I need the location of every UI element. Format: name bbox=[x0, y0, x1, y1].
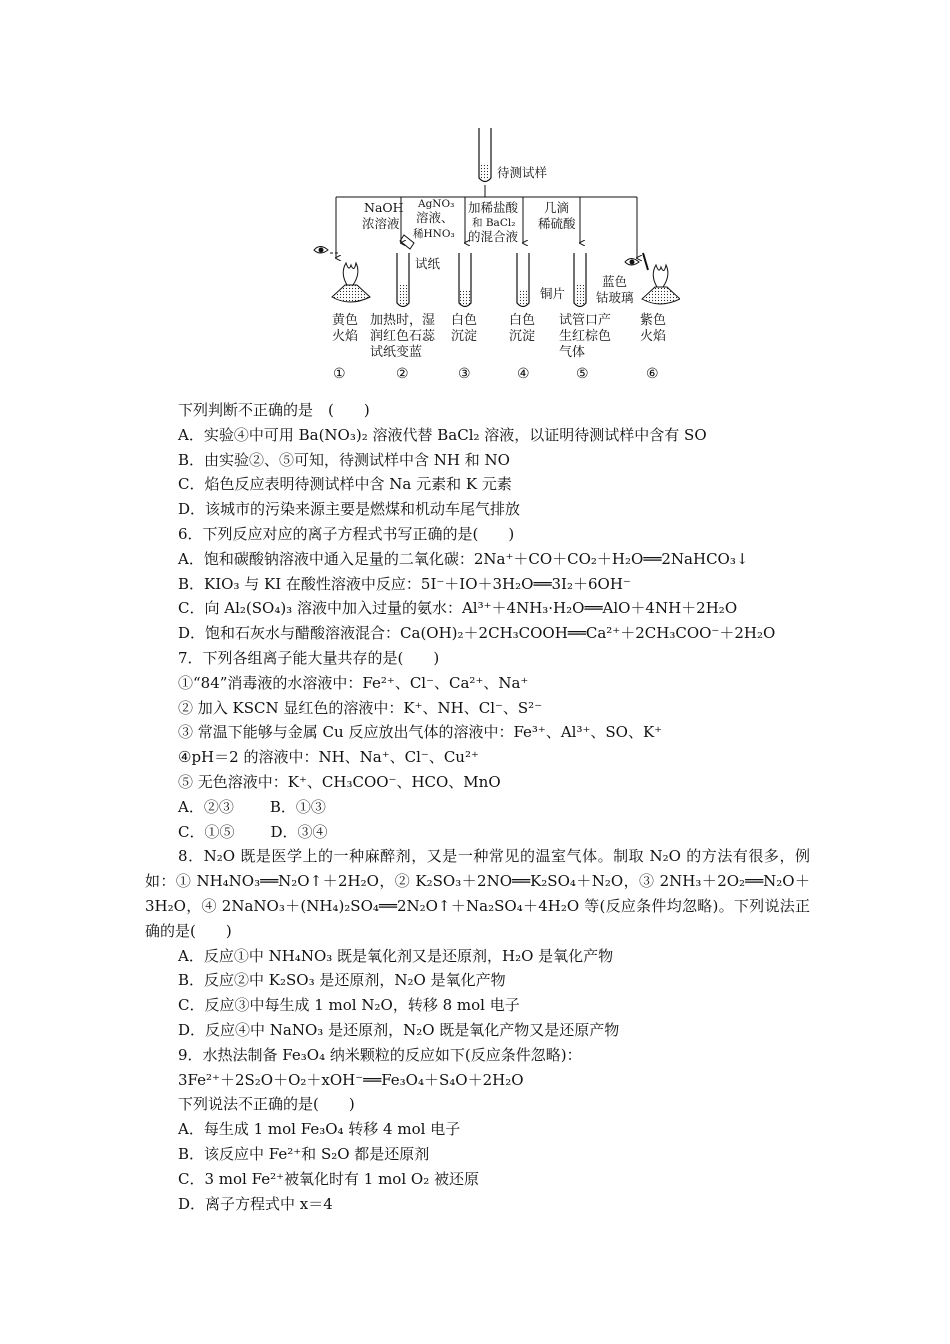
question-9 bbox=[145, 1043, 810, 1217]
statement-5: ⑤ 无色溶液中：K⁺、CH₃COO⁻、HCO、MnO bbox=[178, 772, 501, 791]
svg-text:沉淀: 沉淀 bbox=[509, 329, 536, 344]
experiment-number: ④ bbox=[517, 366, 530, 382]
svg-text:生红棕色: 生红棕色 bbox=[559, 329, 612, 344]
option-a: A．实验④中可用 Ba(NO₃)₂ 溶液代替 BaCl₂ 溶液，以证明待测试样中含有 SO bbox=[178, 425, 707, 444]
option-c: C．焰色反应表明待测试样中含 Na 元素和 K 元素 bbox=[178, 475, 512, 494]
svg-text:钴玻璃: 钴玻璃 bbox=[596, 290, 634, 305]
option-b: B．KIO₃ 与 KI 在酸性溶液中反应：5I⁻＋IO＋3H₂O══3I₂＋6OH⁻ bbox=[178, 574, 631, 593]
svg-text:试纸变蓝: 试纸变蓝 bbox=[370, 345, 423, 360]
option-d: D．离子方程式中 x＝4 bbox=[178, 1194, 333, 1213]
experiment-number: ⑥ bbox=[646, 366, 659, 382]
svg-text:NaOH: NaOH bbox=[364, 200, 404, 215]
test-tube-2 bbox=[397, 235, 414, 307]
option-a: A．②③ bbox=[178, 797, 234, 816]
svg-text:加稀盐酸: 加稀盐酸 bbox=[468, 200, 519, 215]
option-b: B．由实验②、⑤可知，待测试样中含 NH 和 NO bbox=[178, 450, 510, 469]
svg-text:白色: 白色 bbox=[451, 313, 478, 328]
svg-text:稀硫酸: 稀硫酸 bbox=[538, 216, 576, 231]
reaction-equation: 3Fe²⁺＋2S₂O＋O₂＋xOH⁻══Fe₃O₄＋S₄O＋2H₂O bbox=[178, 1070, 524, 1089]
test-tube-5 bbox=[574, 253, 586, 307]
statement-3: ③ 常温下能够与金属 Cu 反应放出气体的溶液中：Fe³⁺、Al³⁺、SO、K⁺ bbox=[178, 723, 663, 742]
observation-6 bbox=[640, 312, 666, 344]
svg-text:浓溶液: 浓溶液 bbox=[362, 216, 400, 231]
test-tube-3 bbox=[459, 253, 471, 307]
svg-text:稀HNO₃: 稀HNO₃ bbox=[413, 228, 455, 240]
svg-text:紫色: 紫色 bbox=[640, 313, 667, 328]
option-c: C．向 Al₂(SO₄)₃ 溶液中加入过量的氨水：Al³⁺＋4NH₃·H₂O══AlO＋4NH＋2H₂O bbox=[178, 599, 738, 618]
question-8 bbox=[145, 844, 810, 1042]
question-stem: 下列判断不正确的是 ( ) bbox=[178, 401, 370, 419]
paper-label: 试纸 bbox=[415, 256, 441, 271]
question-stem: 6．下列反应对应的离子方程式书写正确的是( ) bbox=[178, 524, 515, 543]
reagent-h2so4 bbox=[538, 200, 576, 231]
statement-4: ④pH＝2 的溶液中：NH、Na⁺、Cl⁻、Cu²⁺ bbox=[178, 748, 479, 767]
svg-text:AgNO₃: AgNO₃ bbox=[418, 198, 455, 210]
question-7 bbox=[145, 646, 810, 844]
svg-text:沉淀: 沉淀 bbox=[451, 329, 478, 344]
question-6 bbox=[145, 522, 810, 646]
svg-text:的混合液: 的混合液 bbox=[468, 229, 519, 244]
observation-3 bbox=[451, 313, 477, 344]
svg-text:白色: 白色 bbox=[509, 313, 536, 328]
option-d: D．③④ bbox=[270, 822, 328, 841]
experiment-number: ② bbox=[396, 366, 409, 382]
svg-text:润红色石蕊: 润红色石蕊 bbox=[370, 329, 436, 344]
option-a: A．反应①中 NH₄NO₃ 既是氧化剂又是还原剂，H₂O 是氧化产物 bbox=[178, 946, 614, 965]
sample-label: 待测试样 bbox=[497, 165, 548, 180]
test-tube-4 bbox=[517, 253, 529, 307]
option-c: C．反应③中每生成 1 mol N₂O，转移 8 mol 电子 bbox=[178, 996, 520, 1015]
experiment-diagram bbox=[300, 125, 680, 385]
svg-text:气体: 气体 bbox=[559, 345, 586, 360]
svg-text:和 BaCl₂: 和 BaCl₂ bbox=[472, 217, 516, 229]
reagent-hcl-bacl2 bbox=[468, 200, 519, 244]
svg-text:几滴: 几滴 bbox=[544, 200, 570, 215]
svg-text:蓝色: 蓝色 bbox=[602, 274, 628, 289]
svg-text:溶液、: 溶液、 bbox=[416, 210, 454, 225]
flame-apparatus-1 bbox=[314, 247, 370, 303]
svg-text:火焰: 火焰 bbox=[332, 329, 359, 344]
question-stem: 8．N₂O 既是医学上的一种麻醉剂，又是一种常见的温室气体。制取 N₂O 的方法有很多，例如：① NH₄NO₃══N₂O↑＋2H₂O，② K₂SO₃＋2NO══K₂SO₄＋N₂O，③ 2NH₃＋2O₂══N₂O＋3H₂O，④ 2NaNO₃＋(NH₄)₂SO₄══2N₂O↑＋Na₂SO₄＋4H₂O 等(反应条件均忽略)。下列说法正确的是( ) bbox=[145, 847, 810, 940]
reagent-agno3 bbox=[413, 198, 455, 240]
option-c: C．①⑤ bbox=[178, 822, 235, 841]
experiment-number: ① bbox=[333, 366, 346, 382]
experiment-numbers bbox=[333, 366, 659, 382]
observation-5 bbox=[559, 312, 611, 360]
option-d: D．该城市的污染来源主要是燃煤和机动车尾气排放 bbox=[178, 500, 521, 519]
question-stem: 7．下列各组离子能大量共存的是( ) bbox=[178, 648, 440, 667]
statement-1: ①“84”消毒液的水溶液中：Fe²⁺、Cl⁻、Ca²⁺、Na⁺ bbox=[178, 673, 529, 692]
question-5 bbox=[145, 398, 810, 522]
options-row-1 bbox=[145, 795, 810, 820]
svg-text:加热时，湿: 加热时，湿 bbox=[370, 313, 436, 328]
sample-test-tube bbox=[479, 128, 491, 182]
svg-text:试管口产: 试管口产 bbox=[559, 313, 612, 328]
copper-label: 铜片 bbox=[540, 286, 566, 301]
reagent-naoh bbox=[362, 200, 404, 231]
svg-text:黄色: 黄色 bbox=[332, 313, 359, 328]
question-sub-stem: 下列说法不正确的是( ) bbox=[178, 1095, 355, 1114]
option-c: C．3 mol Fe²⁺被氧化时有 1 mol O₂ 被还原 bbox=[178, 1169, 479, 1188]
option-a: A．饱和碳酸钠溶液中通入足量的二氧化碳：2Na⁺＋CO＋CO₂＋H₂O══2NaHCO₃↓ bbox=[178, 549, 749, 568]
option-b: B．①③ bbox=[269, 797, 326, 816]
question-content bbox=[145, 398, 810, 1216]
options-row-2 bbox=[145, 820, 810, 845]
observation-2 bbox=[370, 312, 436, 360]
question-stem: 9．水热法制备 Fe₃O₄ 纳米颗粒的反应如下(反应条件忽略)： bbox=[178, 1045, 582, 1064]
option-a: A．每生成 1 mol Fe₃O₄ 转移 4 mol 电子 bbox=[178, 1120, 461, 1139]
cobalt-glass-label bbox=[596, 274, 634, 305]
experiment-number: ⑤ bbox=[576, 366, 589, 382]
option-b: B．该反应中 Fe²⁺和 S₂O 都是还原剂 bbox=[178, 1144, 430, 1163]
experiment-number: ③ bbox=[458, 366, 471, 382]
observation-1 bbox=[332, 313, 358, 344]
statement-2: ② 加入 KSCN 显红色的溶液中：K⁺、NH、Cl⁻、S²⁻ bbox=[178, 698, 543, 717]
observation-4 bbox=[509, 313, 535, 344]
option-b: B．反应②中 K₂SO₃ 是还原剂，N₂O 是氧化产物 bbox=[178, 971, 506, 990]
svg-text:火焰: 火焰 bbox=[640, 329, 667, 344]
option-d: D．饱和石灰水与醋酸溶液混合：Ca(OH)₂＋2CH₃COOH══Ca²⁺＋2CH₃COO⁻＋2H₂O bbox=[178, 624, 776, 643]
option-d: D．反应④中 NaNO₃ 是还原剂，N₂O 既是氧化产物又是还原产物 bbox=[178, 1020, 620, 1039]
